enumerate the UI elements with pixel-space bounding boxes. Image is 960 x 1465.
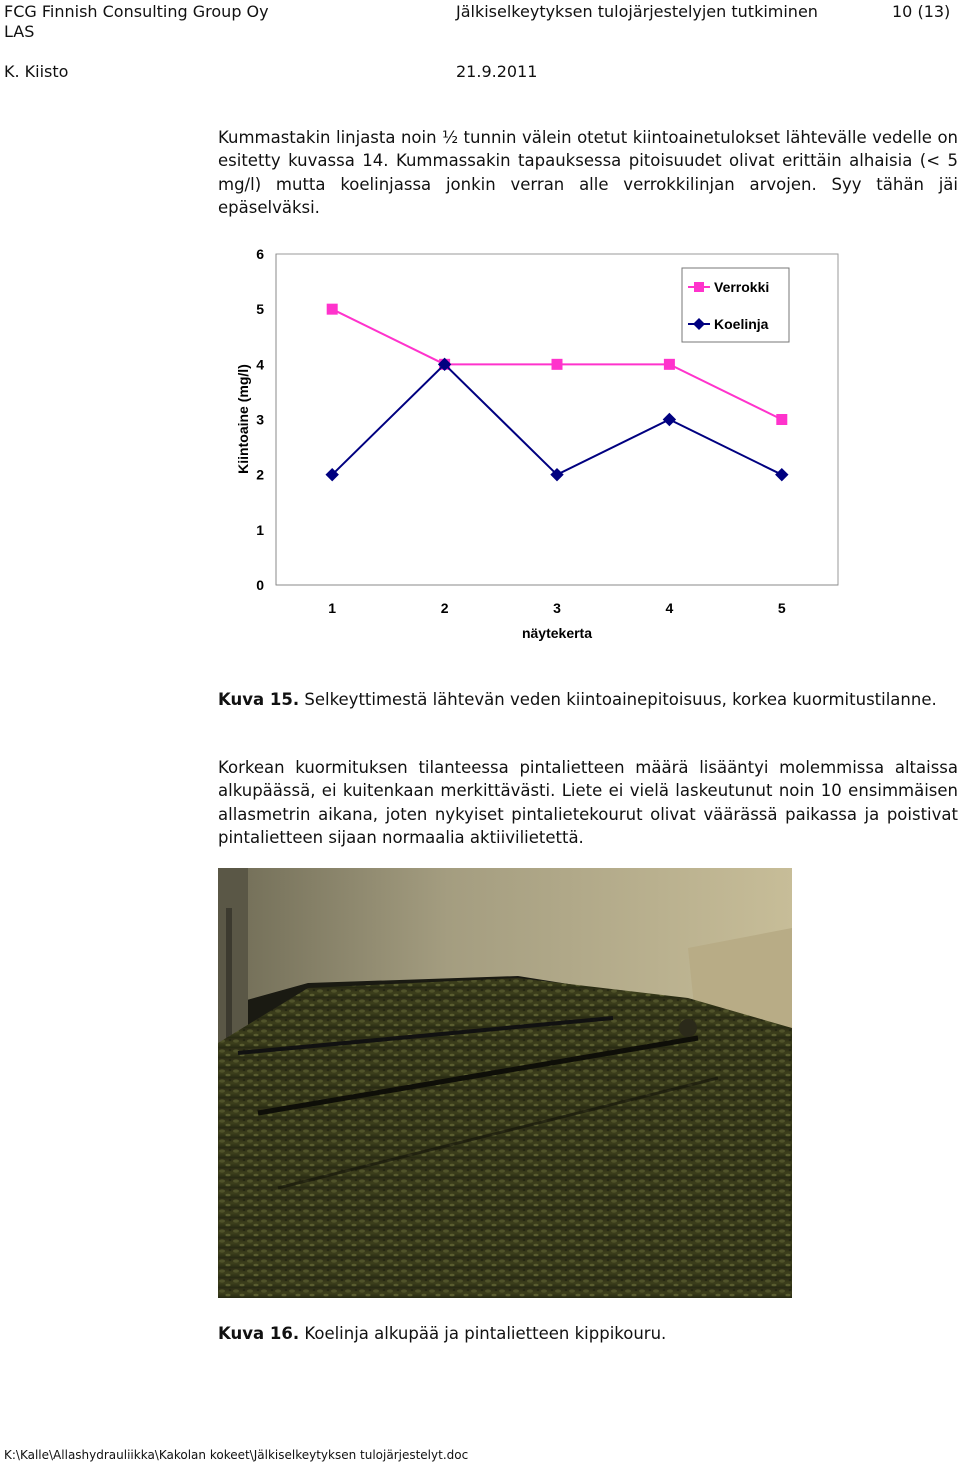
file-path-footer: K:\Kalle\Allashydrauliikka\Kakolan kokeet\Jälkiselkeytyksen tulojärjestelyt.doc — [4, 1448, 469, 1462]
company-unit: LAS — [4, 22, 35, 41]
data-point-verrokki — [777, 415, 787, 425]
y-tick-label: 5 — [256, 301, 264, 318]
legend-marker-verrokki — [694, 282, 704, 292]
paragraph-1: Kummastakin linjasta noin ½ tunnin välein otetut kiintoainetulokset lähtevälle vedelle on esitetty kuvassa 14. Kummassakin tapauksessa pitoisuudet olivat erittäin alhaisia (< 5 mg/l) mutta koelinjassa jonkin verran alle verrokkilinjan arvojen. Syy tähän jäi epäselväksi. — [218, 128, 958, 218]
figure-16-caption — [218, 1322, 958, 1345]
figure-15-label: Kuva 15. — [218, 690, 300, 709]
author: K. Kiisto — [4, 62, 69, 81]
x-axis-label: näytekerta — [521, 625, 593, 641]
figure-15-caption — [218, 688, 958, 711]
line-chart — [218, 238, 858, 648]
y-tick-label: 2 — [256, 466, 264, 483]
chart-legend — [682, 268, 789, 342]
y-tick-label: 6 — [256, 246, 264, 262]
data-point-koelinja — [663, 414, 675, 426]
data-point-verrokki — [664, 359, 674, 369]
x-tick-label: 2 — [440, 600, 449, 616]
settling-tank-photo — [218, 868, 792, 1298]
page-number: 10 (13) — [892, 2, 951, 21]
data-point-koelinja — [776, 469, 788, 481]
y-tick-labels — [256, 246, 264, 593]
x-tick-label: 1 — [328, 600, 337, 616]
figure-16-label: Kuva 16. — [218, 1324, 300, 1343]
series-line-koelinja — [332, 364, 782, 474]
y-tick-label: 3 — [256, 411, 264, 428]
y-axis-label: Kiintoaine (mg/l) — [235, 364, 251, 474]
figure-16-text: Koelinja alkupää ja pintalietteen kippikouru. — [299, 1324, 667, 1343]
document-title: Jälkiselkeytyksen tulojärjestelyjen tutkiminen — [456, 2, 818, 21]
figure-15-text: Selkeyttimestä lähtevän veden kiintoainepitoisuus, korkea kuormitustilanne. — [299, 690, 937, 709]
x-tick-label: 3 — [553, 600, 561, 616]
x-tick-label: 4 — [665, 600, 674, 616]
x-tick-label: 5 — [777, 600, 786, 616]
document-date: 21.9.2011 — [456, 62, 538, 81]
y-tick-label: 0 — [256, 577, 264, 593]
data-point-verrokki — [552, 359, 562, 369]
legend-label-verrokki: Verrokki — [714, 279, 770, 295]
company-name: FCG Finnish Consulting Group Oy — [4, 2, 269, 21]
data-point-verrokki — [327, 304, 337, 314]
paragraph-2: Korkean kuormituksen tilanteessa pintalietteen määrä lisääntyi molemmissa altaissa alkupäässä, ei kuitenkaan merkittävästi. Liete ei vielä laskeutunut noin 10 ensimmäisen allasmetrin aikana, joten nykyiset pintalietekourut olivat väärässä paikassa ja poistivat pintalietteen sijaan normaalia aktiivilietettä. — [218, 758, 958, 848]
y-tick-label: 1 — [256, 521, 264, 538]
y-tick-label: 4 — [256, 356, 264, 373]
x-tick-labels — [328, 600, 786, 616]
legend-label-koelinja: Koelinja — [714, 316, 769, 332]
